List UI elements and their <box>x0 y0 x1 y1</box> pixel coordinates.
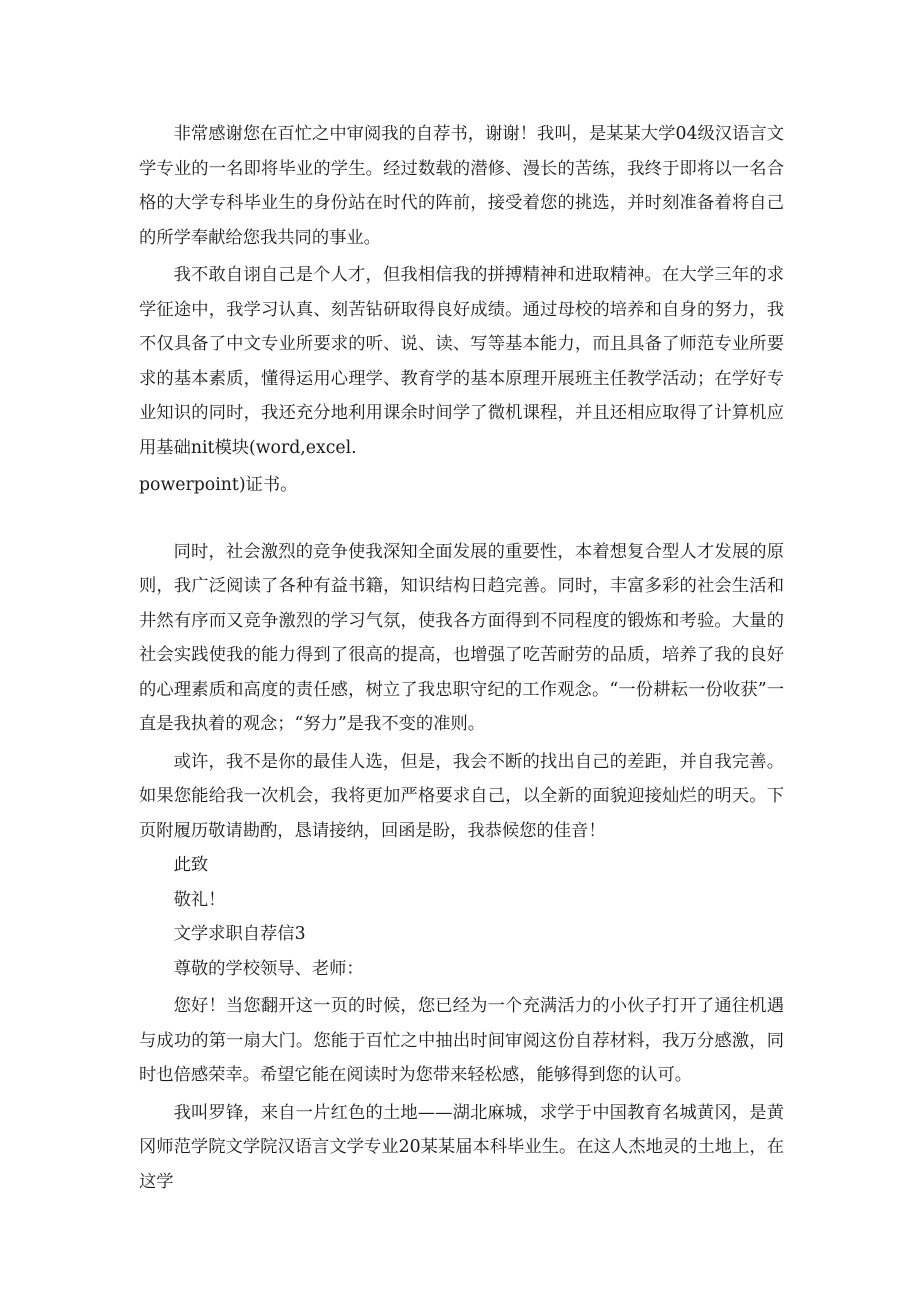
salutation-jingli: 敬礼！ <box>173 889 226 910</box>
paragraph-hello: 您好！当您翻开这一页的时候，您已经为一个充满活力的小伙子打开了通往机遇与成功的第一扇大门。您能于百忙之中抽出时间审阅这份自荐材料，我万分感激，同时也倍感荣幸。希望它能在阅读时为您带来轻松感，能够得到您的认可。 <box>139 996 784 1085</box>
document-body <box>139 117 784 1199</box>
paragraph-certificate: powerpoint)证书。 <box>139 475 298 495</box>
paragraph-closing: 或许，我不是你的最佳人选，但是，我会不断的找出自己的差距，并自我完善。如果您能给我一次机会，我将更加严格要求自己，以全新的面貌迎接灿烂的明天。下页附履历敬请勘酌，恳请接纳，回函是盼，我恭候您的佳音！ <box>139 751 784 841</box>
letter-greeting: 尊敬的学校领导、老师： <box>173 958 364 979</box>
salutation-cizhi: 此致 <box>173 855 209 875</box>
paragraph-intro: 非常感谢您在百忙之中审阅我的自荐书，谢谢！我叫，是某某大学04级汉语言文学专业的一名即将毕业的学生。经过数载的潜修、漫长的苦练，我终于即将以一名合格的大学专科毕业生的身份站在时代的阵前，接受着您的挑选，并时刻准备着将自己的所学奉献给您我共同的事业。 <box>139 124 784 248</box>
paragraph-abilities: 我不敢自诩自己是个人才，但我相信我的拼搏精神和进取精神。在大学三年的求学征途中，我学习认真、刻苦钻研取得良好成绩。通过母校的培养和自身的努力，我不仅具备了中文专业所要求的听、说、读、写等基本能力，而且具备了师范专业所要求的基本素质，懂得运用心理学、教育学的基本原理开展班主任教学活动；在学好专业知识的同时，我还充分地利用课余时间学了微机课程，并且还相应取得了计算机应用基础nit模块(word,excel. <box>139 265 784 458</box>
paragraph-development: 同时，社会激烈的竞争使我深知全面发展的重要性，本着想复合型人才发展的原则，我广泛阅读了各种有益书籍，知识结构日趋完善。同时，丰富多彩的社会生活和井然有序而又竞争激烈的学习气氛，使我各方面得到不同程度的锻炼和考验。大量的社会实践使我的能力得到了很高的提高，也增强了吃苦耐劳的品质，培养了我的良好的心理素质和高度的责任感，树立了我忠职守纪的工作观念。“一份耕耘一份收获”一直是我执着的观念；“努力”是我不变的准则。 <box>139 541 784 734</box>
section-title: 文学求职自荐信3 <box>173 924 306 944</box>
paragraph-introduction: 我叫罗锋，来自一片红色的土地——湖北麻城，求学于中国教育名城黄冈，是黄冈师范学院文学院汉语言文学专业20某某届本科毕业生。在这人杰地灵的土地上，在这学 <box>139 1102 784 1192</box>
